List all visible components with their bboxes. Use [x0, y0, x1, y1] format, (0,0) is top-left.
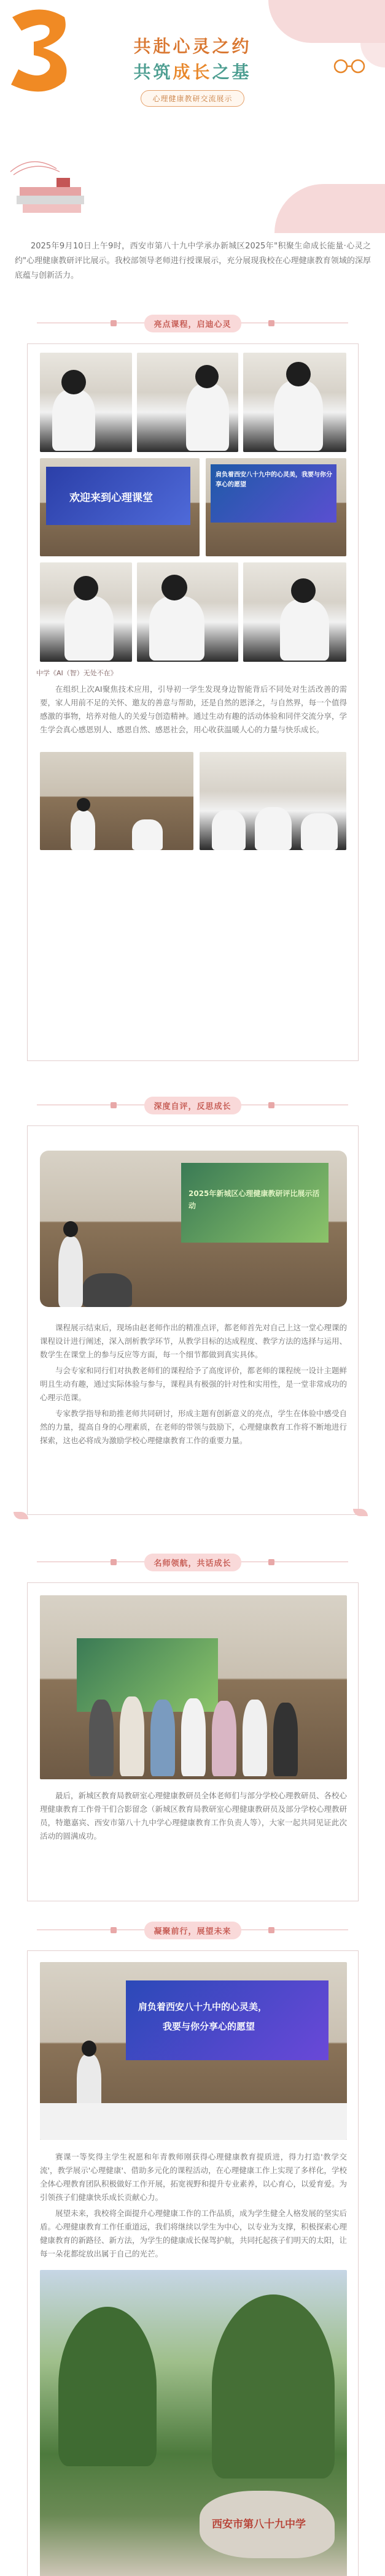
title-block [0, 34, 385, 107]
lecture-screen-text-2: 我要与你分享心的愿望 [163, 2021, 255, 2032]
section-label-4-text: 凝聚前行，展望未来 [144, 1922, 241, 1939]
section-label-2 [0, 1095, 385, 1116]
photo-lecture [40, 1962, 347, 2140]
course-name-caption: 中学《AI（智）无处不在》 [36, 669, 117, 677]
section-4-card [27, 1950, 359, 2576]
title-line-1: 共赴心灵之约 [133, 36, 252, 56]
photo-students-3 [243, 353, 346, 452]
photo-review-room [40, 1151, 347, 1307]
section-label-3 [0, 1552, 385, 1573]
screen-slide-text: 肩负着西安八十九中的心灵美，我要与你分享心的愿望 [216, 472, 332, 488]
photo-caption-row [28, 668, 358, 678]
section-3-paragraph: 最后，新城区教育局教研室心理健康教研员全体老师们与部分学校心理教研员、各校心理健康教育工作骨干们合影留念（新城区教育局教研室心理健康教研员及部分学校心理教研员，特邀嘉宾、西安市第八十九中学心理健康教育工作负责人等），大家一起共同见证此次活动的圆满成功。 [40, 1791, 348, 1841]
photo-classroom-wide-2 [200, 752, 346, 850]
section-label-2-text: 深度自评，反思成长 [144, 1097, 241, 1114]
photo-students-6 [243, 562, 346, 662]
section-2-card [27, 1125, 359, 1515]
section-1-paragraph: 在组织上次AI聚焦技术应用，引导初一学生发现身边智能背后不同处对生活改善的需要，家人用前不足的关怀、邀友的善意与帮助，还是自然的恩泽之，与自然界，每一个值得感激的事物，培养对他人的关爱与创造精神。通过生动有趣的活动体验和同伴交流分享，学生学会真心感恩别人、感恩自然、感恩社会，用心收获温暖人心的力量与快乐成长。 [40, 684, 348, 734]
leaf-decor-icon [14, 1512, 28, 1519]
page-header [0, 0, 385, 233]
section-3-card [27, 1582, 359, 1901]
photo-school-campus [40, 2270, 347, 2576]
section-2-paragraph-2: 与会专家和同行们对执教老师们的课程给予了高度评价，都老师的课程统一设计主题鲜明且生动有趣，通过实际体验与参与，课程具有极强的针对性和实用性，是一堂非常成功的心理示范课。 [40, 1366, 348, 1402]
section-label-4 [0, 1920, 385, 1941]
screen-welcome-text: 欢迎来到心理课堂 [69, 492, 153, 504]
school-name-stone-text: 西安市第八十九中学 [212, 2518, 306, 2531]
section-2-paragraphs [40, 1321, 347, 1450]
photo-students-2 [137, 353, 238, 452]
photo-students-5 [137, 562, 238, 662]
section-label-3-text: 名师领航，共话成长 [144, 1554, 241, 1571]
section-2-paragraph-1: 课程展示结束后，现场由赵老师作出的精准点评，都老师首先对自己上这一堂心理课的课程设计进行阐述，深入剖析教学环节，从教学目标的达成程度、教学方法的选择与运用、数学生在课堂上的参与反应等方面，每一个细节都做到真实具体。 [40, 1323, 348, 1359]
photo-classroom-wide-1 [40, 752, 193, 850]
books-icon [7, 153, 93, 221]
title-line-2: 共筑成长之基 [133, 62, 252, 82]
photo-classroom-slide [206, 458, 346, 556]
section-label-1-text: 亮点课程，启迪心灵 [144, 315, 241, 332]
school-name-stone [200, 2491, 335, 2558]
section-4-paragraph-1: 赛课一等奖得主学生祝愿和年青教师刚获得心理健康教育提质进，得力打造'教学交流'，教学展示'心理健康'、借助多元化的课程活动，在心理健康工作上实现了多样化，学校全体心理教育团队积极做好工作开展，拓宽视野和提升专业素养，以心育心，以爱育爱。为引领孩子们健康快乐成长贡献心力。 [40, 2152, 348, 2202]
leaf-decor-icon [353, 1509, 368, 1516]
photo-students-4 [40, 562, 132, 662]
section-4-paragraph-2: 展望未来，我校将全面提升心理健康工作的工作品质，成为学生健全人格发展的坚实后盾。心理健康教育工作任重道远，我们将继续以学生为中心，以专业为支撑，积极探索心理健康教育的新路径、新方法，为学生的健康成长保驾护航，共同托起孩子们明天的太阳，让每一朵花都绽放出属于自己的光芒。 [40, 2209, 348, 2258]
section-1-card [27, 343, 359, 1061]
photo-group [40, 1595, 347, 1779]
section-4-paragraphs [40, 2150, 347, 2263]
intro-paragraph: 2025年9月10日上午9时，西安市第八十九中学承办新城区2025年"积聚生命成长能量·心灵之约"心理健康教研评比展示。我校部领导老师进行授课展示，充分展现我校在心理健康教育领域的深厚底蕴与创新活力。 [15, 242, 371, 280]
subtitle-pill: 心理健康教研交流展示 [141, 90, 244, 107]
section-label-1 [0, 313, 385, 334]
photo-students-1 [40, 353, 132, 452]
lecture-screen-text-1: 肩负着西安八十九中的心灵美， [138, 2001, 268, 2012]
photo-classroom-screen [40, 458, 200, 556]
section-2-paragraph-3: 专家教学指导和助推老师共同研讨，形成主题有创新意义的亮点，学生在体验中感受自然的力量，提高自身的心理素质，在老师的带领与鼓励下，心理健康教育工作将不断地进行探索，这也必将成为激励学校心理健康教育工作的重要力量。 [40, 1409, 348, 1445]
decor-blob-bottom-right [274, 184, 385, 233]
review-screen-text: 2025年新城区心理健康教研评比展示活动 [189, 1189, 320, 1210]
glasses-icon [332, 59, 367, 74]
